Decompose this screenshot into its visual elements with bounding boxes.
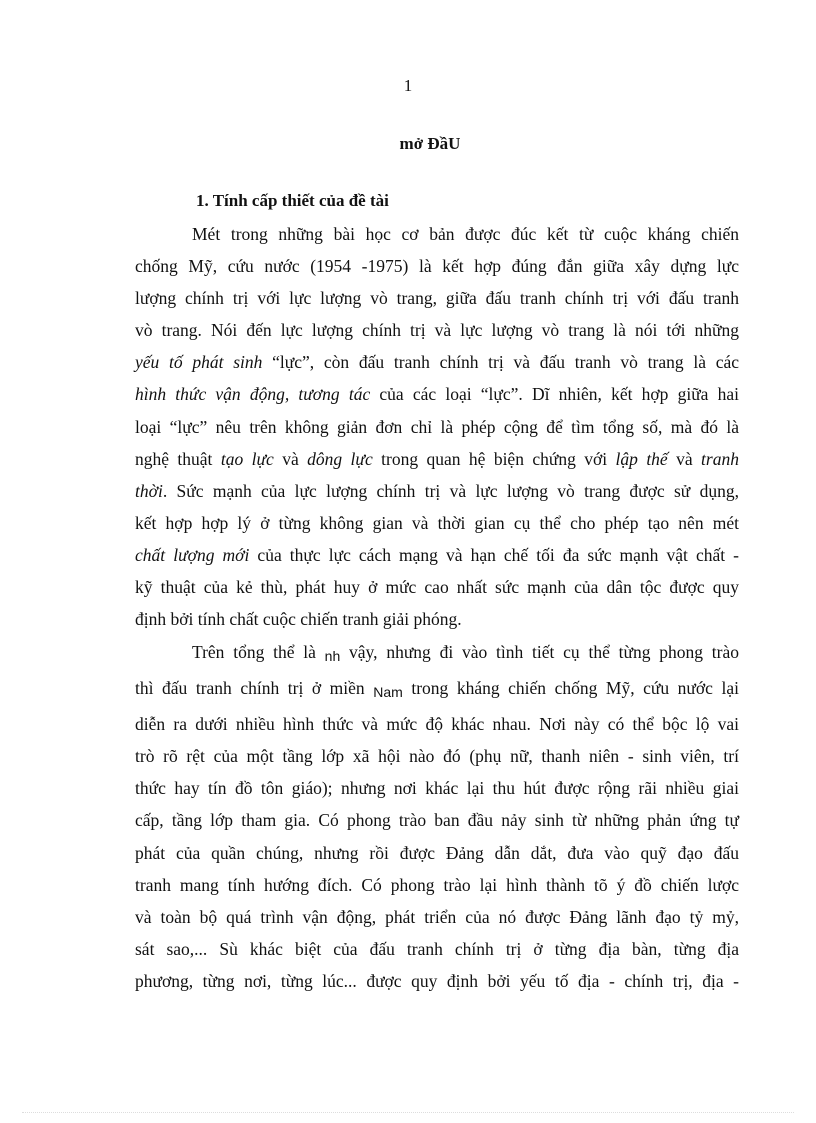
italic-phrase: dông lực [307,448,373,469]
paragraph-2 [135,636,739,997]
text-run: của thực lực cách mạng và hạn chế tối đa sức mạnh vật chất - [249,544,739,565]
text-line: Mét trong những bài học cơ bản được đúc kết từ cuộc kháng chiến [192,224,739,244]
text-line [135,346,739,378]
text-run-small: nh [324,648,341,664]
text-line: tranh mang tính hướng đích. Có phong trào lại hình thành tõ ý đồ chiến lược [135,874,739,895]
chapter-heading: mở ĐầU [399,134,461,153]
text-line: lượng chính trị với lực lượng vò trang, giữa đấu tranh chính trị với đấu tranh [135,288,739,309]
text-line: phương, từng nơi, từng lúc... được quy định bởi yếu tố địa - chính trị, địa - [135,970,739,991]
text-run: vậy, nhưng đi vào tình tiết cụ thể từng phong trào [340,642,739,662]
text-run: và [273,448,308,469]
text-run: và [667,448,702,469]
text-run: Trên tổng thể là [192,642,325,662]
text-line [135,475,739,507]
text-run: thì đấu tranh chính trị ở miền [135,678,374,699]
section-title: 1. Tính cấp thiết của đề tài [196,191,389,210]
text-line: phát của quần chúng, nhưng rồi được Đảng dẫn dắt, đưa vào quỹ đạo đấu [135,842,739,863]
text-line: kỹ thuật của kẻ thù, phát huy ở mức cao nhất sức mạnh của dân tộc được quy [135,577,739,598]
text-line [135,636,739,672]
text-line: và toàn bộ quá trình vận động, phát triển của nó được Đảng lãnh đạo tỷ mỷ, [135,906,739,927]
page-number: 1 [403,76,413,95]
text-line [135,443,739,475]
italic-phrase: lập thế [615,448,668,469]
italic-phrase: tạo lực [220,448,274,469]
text-run: trong kháng chiến chống Mỹ, cứu nước lại [402,678,739,699]
italic-phrase: yếu tố phát sinh [135,352,263,373]
text-run: trong quan hệ biện chứng với [372,448,616,469]
text-line [135,378,739,410]
text-run: nghệ thuật [135,448,221,469]
italic-phrase: thời [135,480,163,501]
text-line: định bởi tính chất cuộc chiến tranh giải phóng. [135,609,462,630]
text-run: . Sức mạnh của lực lượng chính trị và lực lượng vò trang được sử dụng, [162,480,739,501]
italic-phrase: hình thức vận động, tương tác [135,384,371,405]
text-line: thức hay tín đồ tôn giáo); nhưng nơi khác lại thu hút được rộng rãi nhiều giai [135,778,739,799]
text-run: của các loại “lực”. Dĩ nhiên, kết hợp giữa hai [370,384,740,405]
text-line: chống Mỹ, cứu nước (1954 -1975) là kết hợp đúng đắn giữa xây dựng lực [135,256,739,277]
text-line: trò rõ rệt của một tầng lớp xã hội nào đó (phụ nữ, thanh niên - sinh viên, trí [135,746,739,767]
text-run: “lực”, còn đấu tranh chính trị và đấu tranh vò trang là các [262,352,740,373]
text-line: cấp, tầng lớp tham gia. Có phong trào ban đầu nảy sinh từ những phản ứng tự [135,810,739,831]
text-line: vò trang. Nói đến lực lượng chính trị và lực lượng vò trang là nói tới những [135,320,739,341]
text-line [135,539,739,571]
text-line: loại “lực” nêu trên không giản đơn chỉ là phép cộng để tìm tổng số, mà đó là [135,416,739,437]
text-line: diễn ra dưới nhiều hình thức và mức độ khác nhau. Nơi này có thể bộc lộ vai [135,714,739,735]
paragraph-1 [135,218,739,635]
text-run-small: Nam [373,684,403,701]
italic-phrase: tranh [701,448,739,469]
text-line: kết hợp hợp lý ở từng không gian và thời gian cụ thể cho phép tạo nên mét [135,512,739,533]
italic-phrase: chất lượng mới [135,544,250,565]
page-bottom-divider [22,1112,794,1113]
text-line [135,672,739,708]
text-line: sát sao,... Sù khác biệt của đấu tranh chính trị ở từng địa bàn, từng địa [135,938,739,959]
